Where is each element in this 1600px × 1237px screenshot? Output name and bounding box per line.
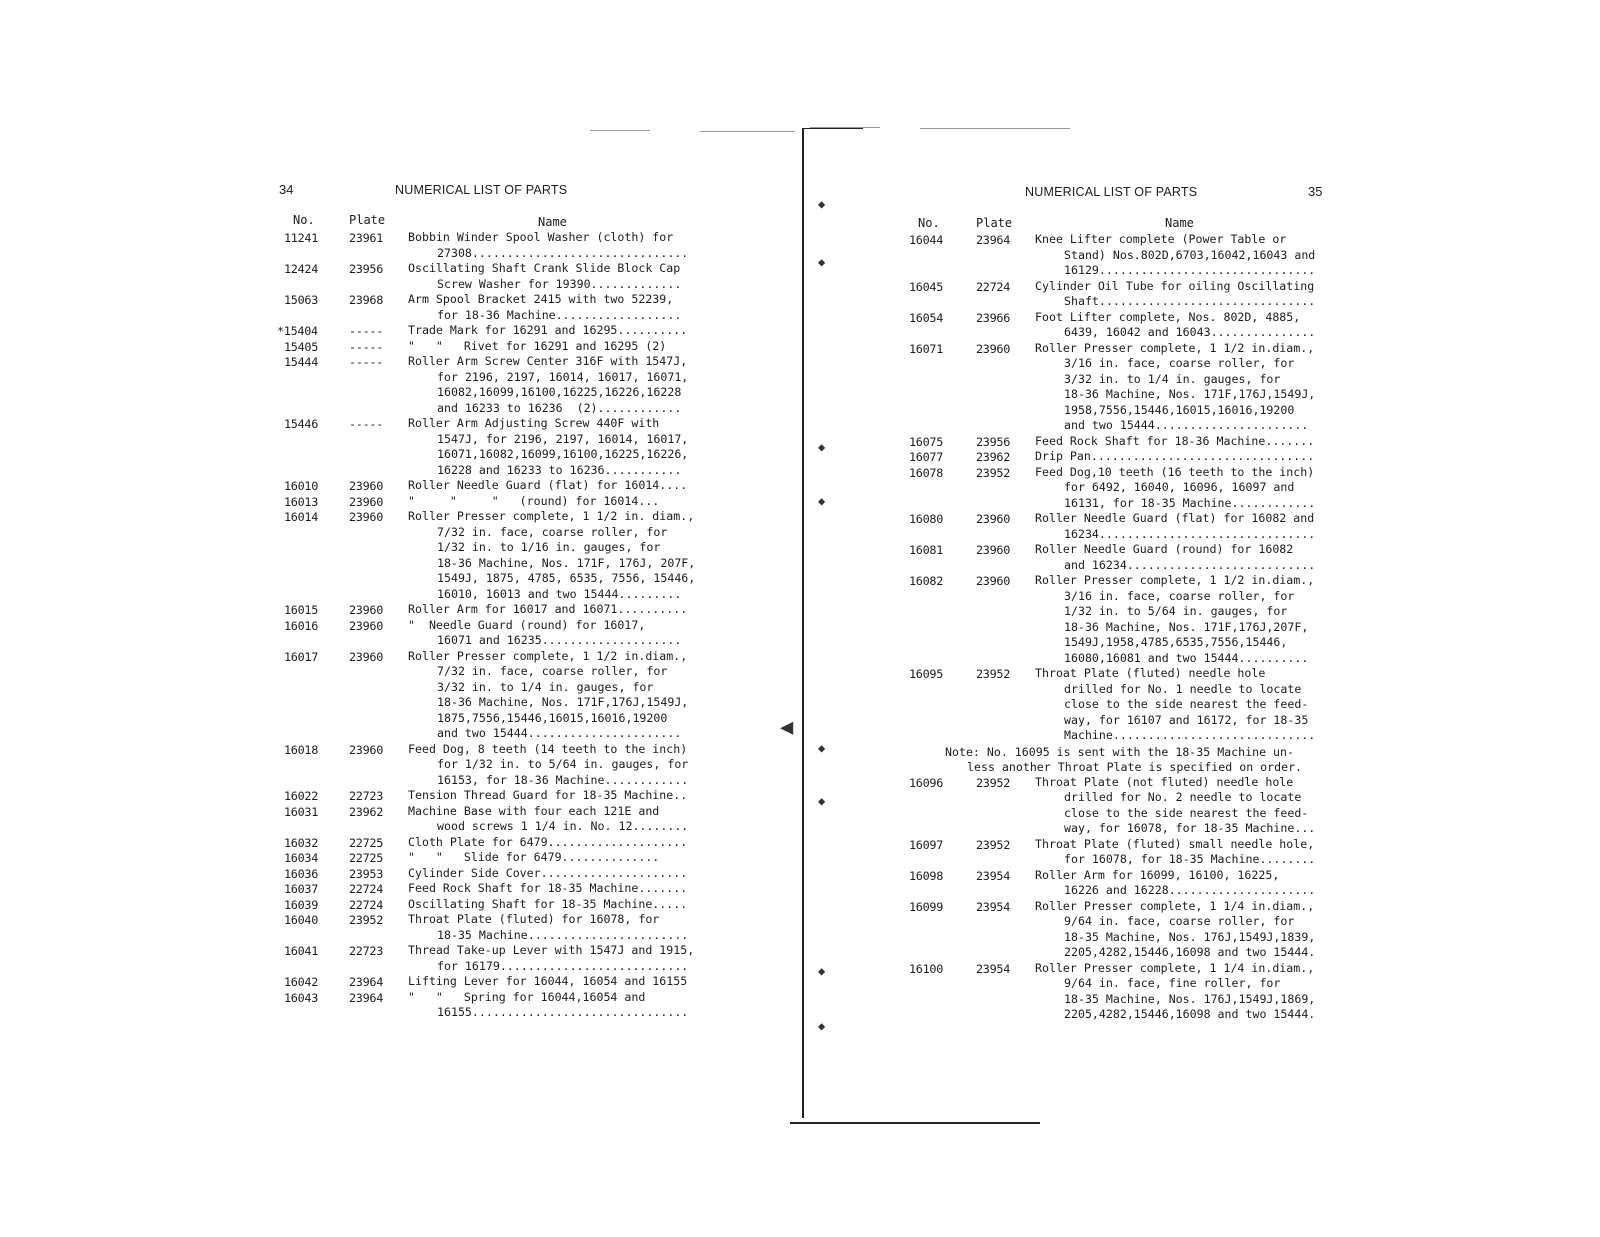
part-name-line: close to the side nearest the feed- xyxy=(1064,805,1309,820)
part-name xyxy=(1035,434,1314,450)
part-name-line: Roller Needle Guard (round) for 16082 xyxy=(1035,542,1294,556)
part-name-line: Throat Plate (fluted) small needle hole, xyxy=(1035,836,1315,851)
plate-number: 23954 xyxy=(976,899,1011,914)
part-number: 16018 xyxy=(284,742,319,757)
plate-number: 23956 xyxy=(976,434,1011,449)
part-name-line: Oscillating Shaft for 18-35 Machine..... xyxy=(408,896,688,911)
part-name xyxy=(1035,310,1315,341)
part-number: 16039 xyxy=(284,897,319,912)
part-name xyxy=(408,649,688,742)
part-name-line: 18-36 Machine, Nos. 171F,176J,1549J, xyxy=(1064,387,1316,401)
part-name xyxy=(1035,542,1315,573)
plate-number: 22725 xyxy=(349,851,384,865)
part-name xyxy=(408,866,687,882)
column-header-name: Name xyxy=(1165,216,1194,230)
plate-number: 22723 xyxy=(349,944,384,958)
part-name-line: Roller Presser complete, 1 1/2 in. diam., xyxy=(408,509,695,523)
plate-number: 23964 xyxy=(349,990,384,1005)
binding-mark: ◆ xyxy=(818,440,826,454)
part-number: 16032 xyxy=(284,835,319,850)
part-name xyxy=(1035,868,1315,899)
plate-number: 22724 xyxy=(349,882,384,896)
part-name-line: Feed Dog, 8 teeth (14 teeth to the inch) xyxy=(408,741,688,756)
part-number: 16095 xyxy=(909,667,944,681)
part-name-line: " " Slide for 6479.............. xyxy=(408,850,660,864)
part-name-line: 16226 and 16228..................... xyxy=(1064,883,1316,897)
part-name-line: " Needle Guard (round) for 16017, xyxy=(408,617,646,632)
part-name xyxy=(1035,465,1315,512)
part-name-line: " " Rivet for 16291 and 16295 (2) xyxy=(408,338,667,353)
part-name-line: 3/32 in. to 1/4 in. gauges, for xyxy=(437,679,654,694)
part-row xyxy=(284,835,724,851)
plate-number: 23960 xyxy=(976,512,1011,526)
plate-number: 23968 xyxy=(349,293,384,307)
part-row xyxy=(284,339,724,355)
part-row xyxy=(909,465,1379,512)
part-name-line: Trade Mark for 16291 and 16295.......... xyxy=(408,323,688,337)
part-number: 15063 xyxy=(284,293,319,307)
part-name-line: Throat Plate (fluted) for 16078, for xyxy=(408,912,660,926)
part-name-line: Drip Pan................................ xyxy=(1035,449,1315,463)
plate-number: 22725 xyxy=(349,835,384,850)
part-row xyxy=(284,881,724,897)
part-name-line: Throat Plate (not fluted) needle hole xyxy=(1035,774,1294,789)
part-name-line: 18-36 Machine, Nos. 171F,176J,207F, xyxy=(1064,619,1309,634)
part-row xyxy=(284,416,724,478)
part-name-line: for 18-36 Machine.................. xyxy=(437,307,682,322)
part-name-line: Roller Needle Guard (flat) for 16082 and xyxy=(1035,511,1315,525)
part-name-line: 1547J, for 2196, 2197, 16014, 16017, xyxy=(437,431,689,446)
part-name-line: 1549J, 1875, 4785, 6535, 7556, 15446, xyxy=(437,571,696,585)
part-name-line: 1875,7556,15446,16015,16016,19200 xyxy=(437,710,668,725)
part-row xyxy=(284,850,724,866)
part-name-line: 16129............................... xyxy=(1064,263,1316,277)
part-number: 15444 xyxy=(284,355,319,369)
part-row xyxy=(284,261,724,292)
part-name-line: close to the side nearest the feed- xyxy=(1064,697,1309,711)
part-name-line: Cylinder Side Cover..................... xyxy=(408,865,688,880)
binding-mark: ◆ xyxy=(818,964,826,978)
plate-number: ----- xyxy=(349,324,384,338)
plate-number: 23960 xyxy=(976,341,1011,356)
part-name-line: Roller Presser complete, 1 1/4 in.diam., xyxy=(1035,960,1315,975)
part-name-line: and 16234........................... xyxy=(1064,557,1316,572)
part-name-line: Knee Lifter complete (Power Table or xyxy=(1035,232,1287,246)
part-name xyxy=(1035,837,1315,868)
binding-mark: ◆ xyxy=(818,1019,826,1033)
part-row xyxy=(284,742,724,789)
part-name xyxy=(1035,279,1315,310)
part-name xyxy=(1035,511,1315,542)
part-name xyxy=(408,416,688,478)
part-number: 16097 xyxy=(909,837,944,852)
part-row xyxy=(909,573,1379,666)
part-name-line: 18-36 Machine, Nos. 171F, 176J, 207F, xyxy=(437,555,696,570)
part-row xyxy=(284,602,724,618)
part-name xyxy=(408,494,659,510)
plate-number: 23960 xyxy=(349,479,384,493)
part-name-line: Shaft............................... xyxy=(1064,294,1316,308)
binding-mark: ◆ xyxy=(818,794,826,808)
part-number: 16045 xyxy=(909,279,944,294)
part-row xyxy=(909,868,1379,899)
part-number: 16036 xyxy=(284,866,319,881)
part-row xyxy=(284,912,724,943)
part-name-line: 16153, for 18-36 Machine............ xyxy=(437,772,689,787)
part-name-line: Roller Arm for 16017 and 16071.......... xyxy=(408,602,688,616)
part-name-line: 27308............................... xyxy=(437,245,689,260)
plate-number: 23952 xyxy=(976,775,1011,790)
plate-number: 23952 xyxy=(976,667,1011,681)
part-name-line: Screw Washer for 19390............. xyxy=(437,276,682,291)
plate-number: 23960 xyxy=(349,742,384,757)
part-number: 16010 xyxy=(284,479,319,493)
column-header-no: No. xyxy=(293,213,315,227)
part-name-line: Feed Dog,10 teeth (16 teeth to the inch) xyxy=(1035,464,1315,479)
part-number: 16043 xyxy=(284,990,319,1005)
part-name-line: 16155............................... xyxy=(437,1005,689,1019)
plate-number: 23960 xyxy=(349,649,384,664)
note-line: less another Throat Plate is specified on order. xyxy=(967,760,1303,774)
part-name-line: Arm Spool Bracket 2415 with two 52239, xyxy=(408,292,674,306)
part-row xyxy=(284,230,724,261)
plate-number: 23960 xyxy=(349,603,384,617)
part-name-line: and two 15444...................... xyxy=(437,726,682,740)
plate-number: 23960 xyxy=(976,574,1011,588)
column-header-plate: Plate xyxy=(976,216,1013,230)
part-name-line: Machine Base with four each 121E and xyxy=(408,803,660,818)
part-name xyxy=(408,292,681,323)
part-name-line: 3/32 in. to 1/4 in. gauges, for xyxy=(1064,371,1281,386)
part-name-line: " " " (round) for 16014... xyxy=(408,493,660,508)
part-number: 16017 xyxy=(284,649,319,664)
binding-mark: ◆ xyxy=(818,255,826,269)
part-number: 16034 xyxy=(284,851,319,865)
part-number: 16098 xyxy=(909,868,944,883)
column-header-name: Name xyxy=(538,215,567,229)
part-number: 16014 xyxy=(284,510,319,524)
part-name-line: 2205,4282,15446,16098 and two 15444. xyxy=(1064,1007,1316,1021)
plate-number: ----- xyxy=(349,417,384,431)
part-row xyxy=(909,232,1379,279)
part-name-line: 9/64 in. face, coarse roller, for xyxy=(1064,914,1295,928)
part-row xyxy=(284,804,724,835)
plate-number: 22724 xyxy=(349,897,384,912)
part-name xyxy=(408,850,659,866)
part-name-line: 16234............................... xyxy=(1064,526,1316,541)
part-name-line: 1549J,1958,4785,6535,7556,15446, xyxy=(1064,635,1288,649)
part-name-line: Bobbin Winder Spool Washer (cloth) for xyxy=(408,230,674,244)
part-number: 15405 xyxy=(284,339,319,354)
part-name xyxy=(408,897,687,913)
part-name-line: Foot Lifter complete, Nos. 802D, 4885, xyxy=(1035,309,1301,324)
part-name-line: for 16078, for 18-35 Machine........ xyxy=(1064,852,1316,866)
plate-number: 23964 xyxy=(976,233,1011,247)
part-number: 16075 xyxy=(909,434,944,449)
plate-number: 23962 xyxy=(349,804,384,819)
part-number: 16071 xyxy=(909,341,944,356)
plate-number: 23952 xyxy=(976,465,1011,480)
part-name xyxy=(408,354,688,416)
part-row xyxy=(909,775,1379,837)
plate-number: 23956 xyxy=(349,262,384,276)
part-name-line: 18-35 Machine....................... xyxy=(437,927,689,942)
part-name xyxy=(408,912,688,943)
part-name-line: Tension Thread Guard for 18-35 Machine.. xyxy=(408,788,688,802)
part-name xyxy=(408,990,688,1021)
part-name-line: way, for 16078, for 18-35 Machine... xyxy=(1064,821,1316,835)
part-name-line: and 16233 to 16236 (2)............ xyxy=(437,400,682,415)
part-name-line: Feed Rock Shaft for 18-35 Machine....... xyxy=(408,881,688,895)
part-name xyxy=(1035,666,1315,744)
part-name-line: Roller Presser complete, 1 1/4 in.diam., xyxy=(1035,898,1315,913)
part-name-line: 18-36 Machine, Nos. 171F,176J,1549J, xyxy=(437,695,689,709)
part-number: 16081 xyxy=(909,543,944,557)
column-header-no: No. xyxy=(918,216,940,230)
binding-mark: ◀ xyxy=(780,715,794,740)
part-name xyxy=(1035,232,1315,279)
part-name-line: way, for 16107 and 16172, for 18-35 xyxy=(1064,712,1309,727)
plate-number: 23952 xyxy=(349,913,384,927)
part-name-line: 7/32 in. face, coarse roller, for xyxy=(437,524,668,539)
part-name-line: Roller Presser complete, 1 1/2 in.diam., xyxy=(1035,340,1315,355)
plate-number: 23953 xyxy=(349,866,384,881)
plate-number: 23952 xyxy=(976,837,1011,852)
part-row xyxy=(909,310,1379,341)
part-name-line: Machine............................. xyxy=(1064,728,1316,742)
part-name xyxy=(1035,775,1315,837)
part-row xyxy=(284,974,724,990)
part-row xyxy=(284,494,724,510)
part-name-line: for 16179........................... xyxy=(437,958,689,973)
plate-number: 23954 xyxy=(976,868,1011,883)
part-name-line: 2205,4282,15446,16098 and two 15444. xyxy=(1064,945,1316,959)
part-name xyxy=(408,804,688,835)
part-row xyxy=(284,292,724,323)
part-name xyxy=(408,230,688,261)
page-title: NUMERICAL LIST OF PARTS xyxy=(395,183,568,197)
part-number: 16044 xyxy=(909,233,944,247)
part-name-line: Roller Needle Guard (flat) for 16014.... xyxy=(408,478,688,492)
part-name-line: 16228 and 16233 to 16236........... xyxy=(437,462,682,477)
part-name-line: 3/16 in. face, coarse roller, for xyxy=(1064,356,1295,370)
note-line: Note: No. 16095 is sent with the 18-35 Machine un- xyxy=(945,744,1295,759)
part-name-line: Cloth Plate for 6479.................... xyxy=(408,834,688,849)
part-name xyxy=(408,618,681,649)
part-name-line: Throat Plate (fluted) needle hole xyxy=(1035,666,1266,680)
part-name xyxy=(408,261,681,292)
part-name-line: for 2196, 2197, 16014, 16017, 16071, xyxy=(437,369,689,384)
part-row xyxy=(284,618,724,649)
part-name-line: 16071,16082,16099,16100,16225,16226, xyxy=(437,447,689,461)
part-name-line: Roller Presser complete, 1 1/2 in.diam., xyxy=(408,648,688,663)
part-name xyxy=(1035,341,1315,434)
plate-number: 23961 xyxy=(349,231,384,245)
part-name-line: 1958,7556,15446,16015,16016,19200 xyxy=(1064,402,1295,417)
part-row xyxy=(909,434,1379,450)
part-row xyxy=(284,788,724,804)
part-row xyxy=(909,666,1379,744)
plate-number: 23960 xyxy=(349,494,384,509)
part-number: 15446 xyxy=(284,417,319,431)
binding-mark: ◆ xyxy=(818,741,826,755)
right-page xyxy=(800,0,1600,1237)
part-name-line: Oscillating Shaft Crank Slide Block Cap xyxy=(408,261,681,275)
part-name xyxy=(1035,961,1315,1023)
part-row xyxy=(277,323,724,339)
part-name-line: 1/32 in. to 1/16 in. gauges, for xyxy=(437,540,661,554)
part-number: 16082 xyxy=(909,574,944,588)
part-name xyxy=(1035,573,1314,666)
part-row xyxy=(909,341,1379,434)
part-name-line: 18-35 Machine, Nos. 176J,1549J,1869, xyxy=(1064,991,1316,1006)
part-row xyxy=(909,837,1379,868)
part-name xyxy=(408,788,687,804)
part-name-line: for 1/32 in. to 5/64 in. gauges, for xyxy=(437,757,689,771)
part-number: 16100 xyxy=(909,961,944,976)
part-name xyxy=(408,943,694,974)
part-name xyxy=(408,602,687,618)
plate-number: 23954 xyxy=(976,961,1011,976)
plate-number: 23966 xyxy=(976,310,1011,325)
part-name-line: Roller Arm Screw Center 316F with 1547J, xyxy=(408,354,688,368)
page-number: 35 xyxy=(1308,184,1323,199)
part-name xyxy=(408,974,687,990)
part-name-line: Roller Presser complete, 1 1/2 in.diam., xyxy=(1035,573,1315,587)
part-row xyxy=(284,943,724,974)
part-row xyxy=(284,649,724,742)
part-number: 16078 xyxy=(909,465,944,480)
part-row xyxy=(909,449,1379,465)
part-number: 16022 xyxy=(284,789,319,803)
plate-number: 22724 xyxy=(976,279,1011,294)
part-name-line: 9/64 in. face, fine roller, for xyxy=(1064,976,1281,990)
plate-number: 23960 xyxy=(349,510,384,524)
part-name-line: Feed Rock Shaft for 18-36 Machine....... xyxy=(1035,433,1315,448)
part-name-line: drilled for No. 1 needle to locate xyxy=(1064,681,1302,696)
part-name-line: 16010, 16013 and two 15444......... xyxy=(437,586,682,601)
part-name-line: 16071 and 16235.................... xyxy=(437,633,682,647)
part-name xyxy=(408,339,666,355)
part-name-line: and two 15444...................... xyxy=(1064,418,1309,432)
part-name xyxy=(408,835,687,851)
part-number: 16037 xyxy=(284,882,319,896)
part-row xyxy=(284,509,724,602)
part-name-line: 7/32 in. face, coarse roller, for xyxy=(437,664,668,678)
part-name xyxy=(408,478,687,494)
part-name-line: drilled for No. 2 needle to locate xyxy=(1064,790,1302,804)
column-header-plate: Plate xyxy=(349,213,386,227)
plate-number: 23960 xyxy=(349,618,384,633)
part-name-line: Stand) Nos.802D,6703,16042,16043 and xyxy=(1064,247,1316,262)
part-name-line: 3/16 in. face, coarse roller, for xyxy=(1064,588,1295,603)
binding-mark: ◆ xyxy=(818,494,826,508)
part-name-line: 1/32 in. to 5/64 in. gauges, for xyxy=(1064,604,1288,618)
plate-number: 23964 xyxy=(349,975,384,989)
left-page xyxy=(0,0,790,1237)
part-row xyxy=(284,866,724,882)
part-number: 16096 xyxy=(909,775,944,790)
part-number: 16040 xyxy=(284,913,319,927)
plate-number: 23962 xyxy=(976,450,1011,464)
page-title: NUMERICAL LIST OF PARTS xyxy=(1025,185,1198,199)
plate-number: ----- xyxy=(349,355,384,369)
binding-mark: ◆ xyxy=(818,197,826,211)
part-name-line: 6439, 16042 and 16043............... xyxy=(1064,325,1316,339)
part-number: 16099 xyxy=(909,899,944,914)
part-row xyxy=(284,897,724,913)
part-row xyxy=(284,478,724,494)
part-row xyxy=(909,542,1379,573)
part-name xyxy=(408,742,688,789)
part-row xyxy=(909,279,1379,310)
plate-number: 22723 xyxy=(349,789,384,803)
part-number: 11241 xyxy=(284,231,319,245)
part-name xyxy=(408,323,687,339)
part-number: 12424 xyxy=(284,262,319,276)
part-name-line: Thread Take-up Lever with 1547J and 1915, xyxy=(408,943,695,957)
part-number: 16042 xyxy=(284,975,319,989)
note xyxy=(909,744,1379,775)
part-name xyxy=(408,881,687,897)
part-name-line: " " Spring for 16044,16054 and xyxy=(408,989,646,1004)
part-number: 16031 xyxy=(284,804,319,819)
part-name-line: 16082,16099,16100,16225,16226,16228 xyxy=(437,385,682,399)
part-row xyxy=(909,899,1379,961)
part-row xyxy=(284,354,724,416)
part-name-line: 16131, for 18-35 Machine............ xyxy=(1064,495,1316,510)
part-name-line: wood screws 1 1/4 in. No. 12........ xyxy=(437,819,689,833)
plate-number: 23960 xyxy=(976,543,1011,557)
part-name-line: 16080,16081 and two 15444.......... xyxy=(1064,650,1309,665)
part-number: 16041 xyxy=(284,944,319,958)
part-name-line: Roller Arm for 16099, 16100, 16225, xyxy=(1035,867,1280,882)
plate-number: ----- xyxy=(349,339,384,354)
part-number: 16054 xyxy=(909,310,944,325)
part-number: 16016 xyxy=(284,618,319,633)
part-name xyxy=(1035,899,1315,961)
part-number: *15404 xyxy=(277,324,318,338)
part-name xyxy=(408,509,695,602)
part-name-line: Cylinder Oil Tube for oiling Oscillating xyxy=(1035,278,1315,293)
part-number: 16015 xyxy=(284,603,319,617)
part-row xyxy=(909,511,1379,542)
part-row xyxy=(284,990,724,1021)
part-name-line: for 6492, 16040, 16096, 16097 and xyxy=(1064,480,1295,494)
part-name-line: 18-35 Machine, Nos. 176J,1549J,1839, xyxy=(1064,929,1316,944)
part-name-line: Lifting Lever for 16044, 16054 and 16155 xyxy=(408,974,688,988)
part-name xyxy=(1035,449,1314,465)
part-row xyxy=(909,961,1379,1023)
page-number: 34 xyxy=(279,182,294,197)
part-number: 16077 xyxy=(909,450,944,464)
part-number: 16080 xyxy=(909,512,944,526)
part-number: 16013 xyxy=(284,494,319,509)
part-name-line: Roller Arm Adjusting Screw 440F with xyxy=(408,416,660,430)
